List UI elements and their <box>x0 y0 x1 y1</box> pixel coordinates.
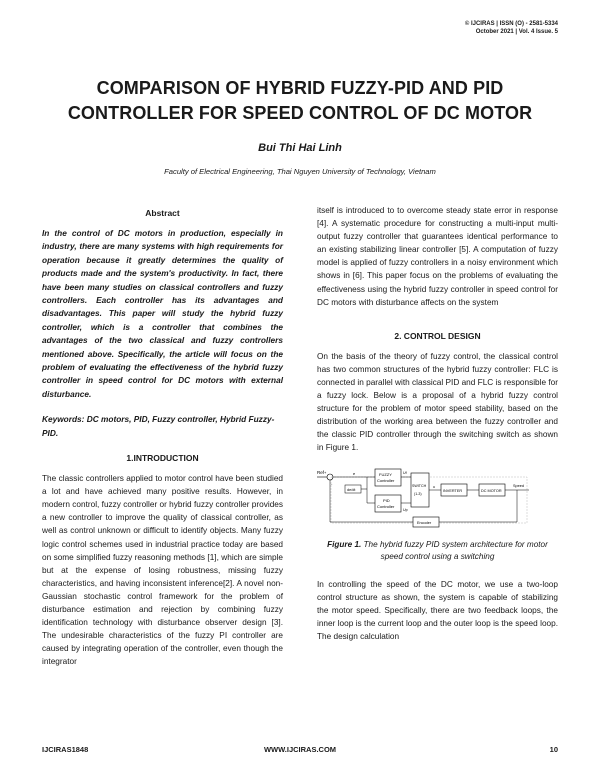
label-dc-motor: DC MOTOR <box>481 488 502 493</box>
introduction-heading: 1.INTRODUCTION <box>126 453 199 464</box>
left-column <box>42 208 283 669</box>
label-u: u <box>433 484 435 489</box>
abstract-body: In the control of DC motors in production, especially in industry, there are many systems with high requirements for operation because it greatly determines the quality of products made and the system's productivity. In fact, there have been many studies on classical controllers and fuzzy controllers. Each controller has its advantages and disadvantages. This paper will study the hybrid fuzzy controller, which is a controller that combines the advantages of the two classical and fuzzy controllers mentioned above. Specifically, the article will focus on the problem of evaluating the effectiveness of the hybrid fuzzy controller in speed control for DC motors with external disturbance. <box>42 228 283 399</box>
label-inverter: INVERTER <box>443 488 463 493</box>
keywords: Keywords: DC motors, PID, Fuzzy controller, Hybrid Fuzzy-PID. <box>42 414 275 438</box>
caption-text: The hybrid fuzzy PID system architecture for motor speed control using a switching <box>361 539 548 561</box>
control-body-after-figure: In controlling the speed of the DC motor, we use a two-loop control structure as shown, the system is capable of stabilizing the motor speed. Specifically, there are two feedback loops, the inner loop is the current loop and the outer loop is the speed loop. The design calculation <box>317 579 558 641</box>
sum-plus: + <box>324 469 327 475</box>
paper-title <box>30 76 570 126</box>
label-controller-1: Controller <box>377 477 395 483</box>
journal-issue: October 2021 | Vol. 4 Issue. 5 <box>475 29 558 35</box>
label-ratio: (1-3) <box>414 491 422 496</box>
footer-website: WWW.IJCIRAS.COM <box>263 745 337 754</box>
label-encoder: Encoder <box>417 520 432 525</box>
figure-1-caption <box>317 539 558 564</box>
figure-1-diagram <box>317 465 558 535</box>
label-speed: Speed <box>513 483 524 488</box>
label-uf: Uf <box>403 470 407 475</box>
introduction-body: The classic controllers applied to motor control have been studied a lot and have achieved many positive results. However, in modern control, fuzzy controller or hybrid fuzzy controller provides a new controller to improve the quality of classical controller, as well as control unknown or difficult to identify objects. Many fuzzy logic control schemes used in industrial practice today are based on some simplified fuzzy reasoning methods [1], which are simple but at the expense of losing robustness, missing fuzzy characteristics, and having inconsistent inference[2]. A novel non-Gaussian stochastic control framework for the problem of disturbance estimation and rejection by combining fuzzy identification technology with disturbance observer design [3]. The undesirable characteristics of the fuzzy PI controller are caused by integrating operation of the controller, even though the integrator <box>42 474 283 667</box>
label-pid: PID <box>383 497 390 503</box>
footer-page-number: 10 <box>549 745 558 754</box>
author-name: Bui Thi Hai Linh <box>258 142 342 154</box>
title-line-2: CONTROLLER FOR SPEED CONTROL OF DC MOTOR <box>67 103 533 123</box>
control-design-heading: 2. CONTROL DESIGN <box>394 330 481 341</box>
label-ref: Ref <box>317 469 325 475</box>
label-fuzzy: FUZZY <box>379 471 392 477</box>
caption-label: Figure 1. <box>327 539 362 549</box>
footer-paper-id: IJCIRAS1848 <box>42 745 89 754</box>
label-switch: SWITCH <box>412 483 427 488</box>
control-design-body: On the basis of the theory of fuzzy control, the classical control has two common structures of the hybrid fuzzy controller: FLC is connected in parallel with classical PID and FLC is responsible for a fuzzy lock. Below is a proposal of a hybrid fuzzy control structure for the problem of motor speed stability, based on the distribution of the working area between the fuzzy controller and the classic PID controller through the switching switch as shown in Figure 1. <box>317 351 558 453</box>
author-affiliation: Faculty of Electrical Engineering, Thai Nguyen University of Technology, Vietnam <box>164 167 436 176</box>
label-e: e <box>353 470 356 476</box>
abstract-heading: Abstract <box>145 208 180 218</box>
sum-minus: - <box>331 480 333 486</box>
switch-block <box>411 473 429 507</box>
label-controller-2: Controller <box>377 503 395 509</box>
introduction-continued: itself is introduced to to overcome steady state error in response [4]. A systematic procedure for constructing a multi-input multi-output fuzzy controller that guarantees identical performance to an existing stabilizing linear controller [5]. A computation of fuzzy model is applied of fuzzy controllers in a noisy environment which shows in [6]. This paper focus on the problems of evaluating the effectiveness using the hybrid fuzzy controller in speed control for DC motors with disturbance affects on the system <box>317 206 558 307</box>
right-column <box>317 204 558 643</box>
title-line-1: COMPARISON OF HYBRID FUZZY-PID AND PID <box>96 78 504 98</box>
journal-header <box>465 20 558 36</box>
label-dedt: de/dt <box>347 487 356 492</box>
label-up: Up <box>403 507 408 512</box>
journal-issn: © IJCIRAS | ISSN (O) - 2581-5334 <box>464 21 558 27</box>
